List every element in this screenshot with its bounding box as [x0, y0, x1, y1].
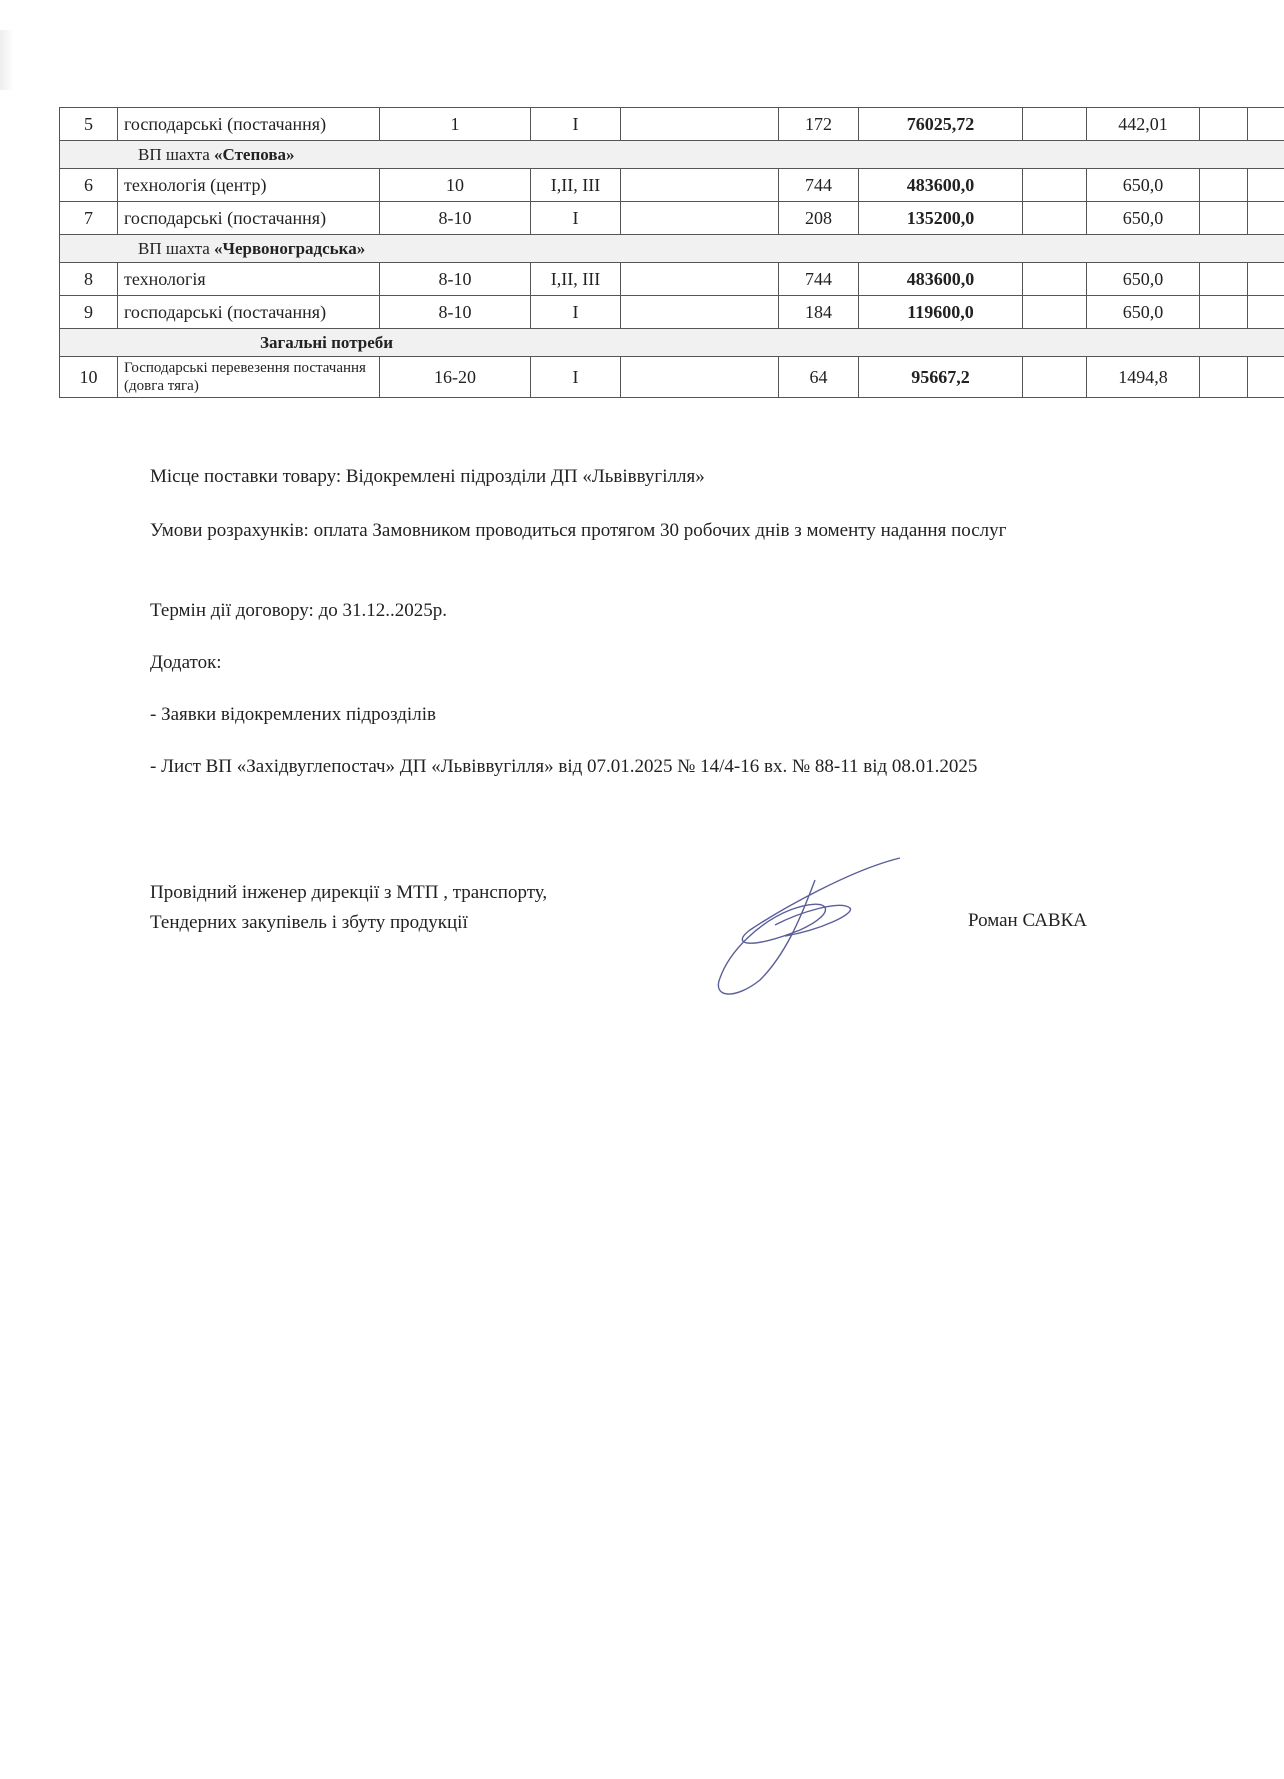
class: I: [531, 202, 621, 235]
delivery-place: Місце поставки товару: Відокремлені підрозділи ДП «Львіввугілля»: [150, 466, 705, 487]
empty-cell: [1248, 357, 1284, 398]
amount: 76025,72: [859, 108, 1023, 141]
distance: 8-10: [380, 296, 531, 329]
amount: 119600,0: [859, 296, 1023, 329]
empty-cell: [1248, 263, 1284, 296]
class: I,II, III: [531, 169, 621, 202]
specification-table: [59, 107, 1284, 398]
row-number: 10: [60, 357, 118, 398]
empty-cell: [1200, 202, 1248, 235]
distance: 8-10: [380, 202, 531, 235]
signatory-name: Роман САВКА: [968, 910, 1087, 931]
signatory-title-line: Тендерних закупівель і збуту продукції: [150, 912, 468, 933]
signatory-title-line: Провідний інженер дирекції з МТП , транспорту,: [150, 882, 548, 903]
row-number: 7: [60, 202, 118, 235]
item-name: господарські (постачання): [118, 108, 380, 141]
amount: 135200,0: [859, 202, 1023, 235]
empty-cell: [1200, 169, 1248, 202]
section-prefix: ВП шахта: [138, 144, 215, 164]
table-section-row: [60, 141, 1284, 169]
empty-cell: [1200, 263, 1248, 296]
empty-cell: [1023, 108, 1087, 141]
hours: 744: [779, 263, 859, 296]
empty-cell: [1200, 357, 1248, 398]
item-name: Господарські перевезення постачання (довга тяга): [118, 357, 380, 398]
contract-term: Термін дії договору: до 31.12..2025р.: [150, 600, 447, 621]
row-number: 9: [60, 296, 118, 329]
class: I: [531, 296, 621, 329]
rate: 650,0: [1087, 202, 1200, 235]
section-name: Загальні потреби: [260, 332, 394, 352]
empty-cell: [621, 202, 779, 235]
item-name: господарські (постачання): [118, 296, 380, 329]
hours: 184: [779, 296, 859, 329]
section-title: [60, 235, 1284, 263]
section-title: [60, 141, 1284, 169]
amount: 95667,2: [859, 357, 1023, 398]
empty-cell: [1248, 108, 1284, 141]
empty-cell: [1023, 357, 1087, 398]
row-number: 8: [60, 263, 118, 296]
empty-cell: [1248, 202, 1284, 235]
distance: 1: [380, 108, 531, 141]
empty-cell: [1023, 263, 1087, 296]
section-name: «Степова»: [214, 144, 295, 164]
empty-cell: [621, 357, 779, 398]
item-name: технологія (центр): [118, 169, 380, 202]
row-number: 5: [60, 108, 118, 141]
empty-cell: [621, 108, 779, 141]
table-section-row: [60, 329, 1284, 357]
appendix-item: - Заявки відокремлених підрозділів: [150, 704, 436, 725]
empty-cell: [621, 169, 779, 202]
empty-cell: [1023, 296, 1087, 329]
table-row: [60, 357, 1284, 398]
rate: 650,0: [1087, 169, 1200, 202]
amount: 483600,0: [859, 263, 1023, 296]
section-title: [60, 329, 1284, 357]
empty-cell: [1200, 296, 1248, 329]
class: I: [531, 108, 621, 141]
class: I,II, III: [531, 263, 621, 296]
empty-cell: [1023, 202, 1087, 235]
item-name: технологія: [118, 263, 380, 296]
signatory-title: [150, 878, 547, 938]
amount: 483600,0: [859, 169, 1023, 202]
empty-cell: [621, 263, 779, 296]
row-number: 6: [60, 169, 118, 202]
hours: 744: [779, 169, 859, 202]
handwritten-signature: [690, 850, 910, 1000]
table-row: [60, 202, 1284, 235]
class: I: [531, 357, 621, 398]
table-row: [60, 108, 1284, 141]
empty-cell: [1248, 169, 1284, 202]
distance: 16-20: [380, 357, 531, 398]
rate: 650,0: [1087, 296, 1200, 329]
distance: 10: [380, 169, 531, 202]
hours: 64: [779, 357, 859, 398]
appendix-item: - Лист ВП «Західвуглепостач» ДП «Львіввугілля» від 07.01.2025 № 14/4-16 вх. № 88-11 від 08.01.2025: [150, 756, 978, 777]
empty-cell: [1248, 296, 1284, 329]
scan-artifact: [0, 30, 14, 90]
distance: 8-10: [380, 263, 531, 296]
table-row: [60, 263, 1284, 296]
payment-terms: Умови розрахунків: оплата Замовником проводиться протягом 30 робочих днів з моменту надання послуг: [150, 520, 1007, 541]
empty-cell: [621, 296, 779, 329]
rate: 442,01: [1087, 108, 1200, 141]
hours: 208: [779, 202, 859, 235]
table-row: [60, 296, 1284, 329]
hours: 172: [779, 108, 859, 141]
table-row: [60, 169, 1284, 202]
empty-cell: [1023, 169, 1087, 202]
item-name: господарські (постачання): [118, 202, 380, 235]
table-section-row: [60, 235, 1284, 263]
rate: 650,0: [1087, 263, 1200, 296]
section-name: «Червоноградська»: [214, 238, 366, 258]
appendix-label: Додаток:: [150, 652, 222, 673]
section-prefix: ВП шахта: [138, 238, 215, 258]
empty-cell: [1200, 108, 1248, 141]
rate: 1494,8: [1087, 357, 1200, 398]
